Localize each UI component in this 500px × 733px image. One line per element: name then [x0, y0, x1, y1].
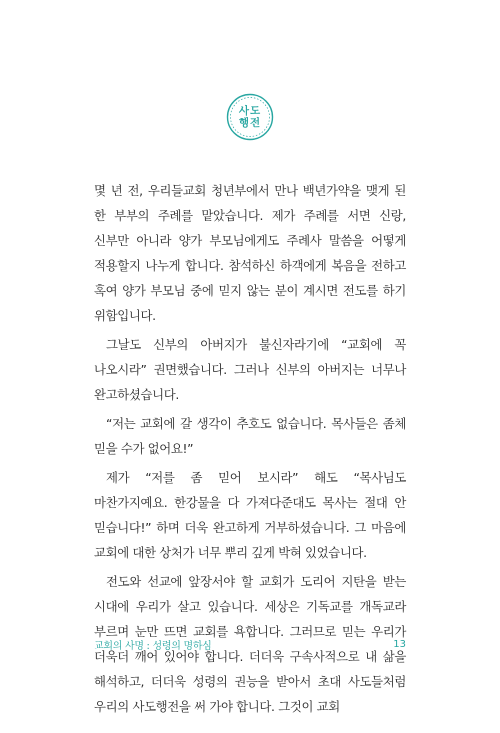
- emblem-line-1: 사도: [238, 105, 262, 117]
- page-footer: [94, 637, 406, 652]
- book-emblem: [225, 92, 275, 142]
- running-title: 교회의 사명 : 성령의 명하심: [94, 641, 212, 652]
- paragraph-1: 몇 년 전, 우리들교회 청년부에서 만나 백년가약을 맺게 된 한 부부의 주례를 맡았습니다. 제가 주례를 서면 신랑, 신부만 아니라 양가 부모님에게도 주례사 말씀을 어떻게 적용할지 나누게 합니다. 참석하신 하객에게 복음을 전하고 혹여 양가 부모님 중에 믿지 않는 분이 계시면 전도를 하기 위함입니다.: [94, 183, 406, 323]
- emblem-line-2: 행전: [238, 117, 262, 129]
- paragraph-4: 제가 “저를 좀 믿어 보시라” 해도 “목사님도 마찬가지예요. 한강물을 다 가져다준대도 목사는 절대 안 믿습니다!” 하며 더욱 완고하게 거부하셨습니다. 그 마음에 교회에 대한 상처가 너무 뿌리 깊게 박혀 있었습니다.: [94, 470, 406, 560]
- paragraph-5: 전도와 선교에 앞장서야 할 교회가 도리어 지탄을 받는 시대에 우리가 살고 있습니다. 세상은 기독교를 개독교라 부르며 눈만 뜨면 교회를 욕합니다. 그러므로 믿는 우리가 더욱더 깨어 있어야 합니다. 더더욱 구속사적으로 내 삶을 해석하고, 더더욱 성령의 권능을 받아서 초대 사도들처럼 우리의 사도행전을 써 가야 합니다. 그것이 교회: [94, 574, 406, 714]
- paragraph-3: “저는 교회에 갈 생각이 추호도 없습니다. 목사들은 좀체 믿을 수가 없어요!”: [94, 416, 406, 456]
- page-number: 13: [393, 639, 406, 650]
- paragraph-2: 그날도 신부의 아버지가 불신자라기에 “교회에 꼭 나오시라” 권면했습니다. 그러나 신부의 아버지는 너무나 완고하셨습니다.: [94, 337, 406, 402]
